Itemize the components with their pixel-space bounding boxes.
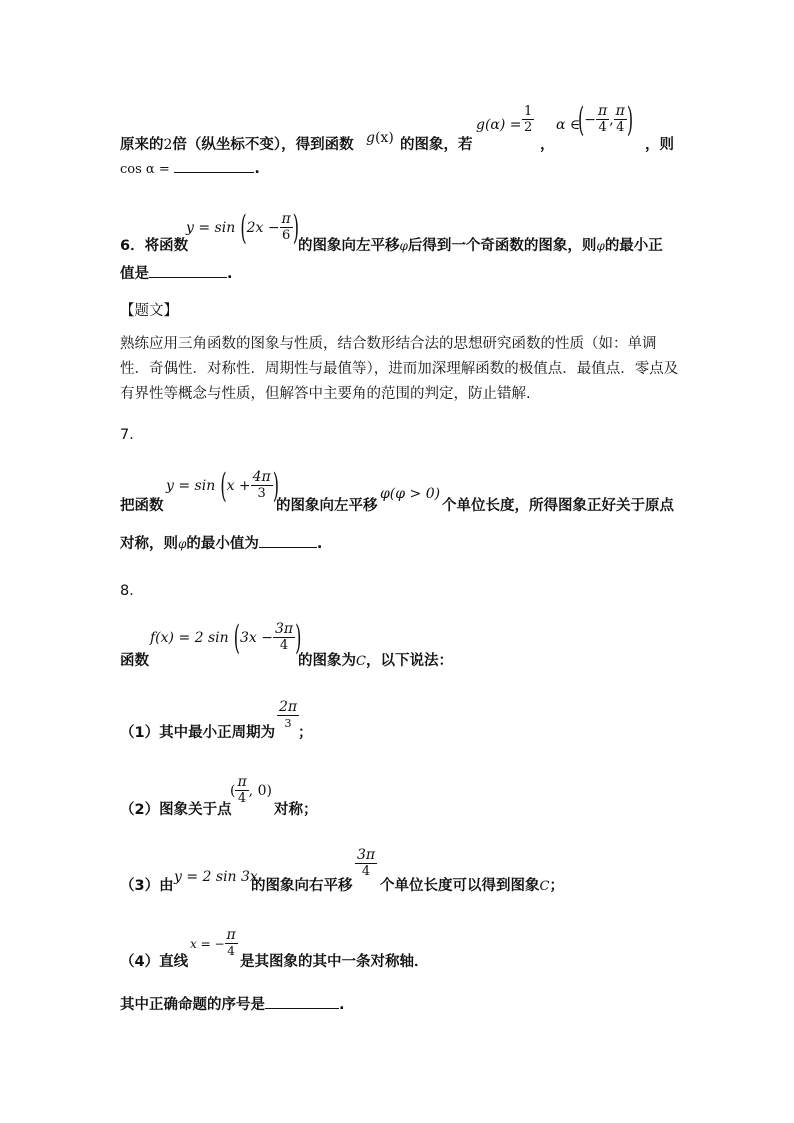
q8-s3-fraction: $\frac{3\pi}{4}$	[357, 847, 376, 879]
q5-text3: 的图象，若	[400, 137, 473, 153]
q8-statement-1: （1）其中最小正周期为	[120, 725, 276, 741]
q6-line2: 值是 .	[120, 266, 233, 282]
q7-number: 7．	[120, 427, 144, 443]
q8-number: 8．	[120, 583, 144, 599]
q8-s1-fraction: 2π 3	[279, 699, 298, 730]
q8-s4-text: 是其图象的其中一条对称轴．	[240, 954, 429, 970]
answer-blank	[265, 996, 339, 1009]
q5-g-alpha: g(α) =	[476, 117, 522, 133]
q7-line2: 对称，则φ的最小值为 .	[120, 536, 323, 552]
q7-text2: 的图象向左平移	[276, 498, 378, 514]
q7-text3: 个单位长度，所得图象正好关于原点	[442, 498, 674, 514]
q5-text: 倍（纵坐标不变），得到函数	[172, 137, 354, 153]
q8-s1-end: ；	[298, 725, 313, 741]
q8-s3-text: 的图象向右平移	[251, 878, 353, 894]
q8-final: 其中正确命题的序号是 .	[120, 997, 345, 1013]
q5-then: ，则	[645, 137, 674, 153]
q5-text: 原来的	[120, 137, 164, 153]
q8-func-label: 函数	[120, 653, 149, 669]
q8-text1: 的图象为C，以下说法：	[298, 653, 453, 669]
q6-function: y = sin (2x − $\frac{\pi}{6}$ )	[186, 207, 299, 248]
q5-half-fraction: $\frac{1}{2}$	[524, 104, 533, 135]
q5-line2: cos α = .	[120, 161, 260, 177]
q8-s4-line: x = − $\frac{\pi}{4}$	[190, 927, 236, 958]
answer-blank	[149, 265, 227, 278]
q5-number: 2	[163, 137, 173, 153]
answer-blank	[174, 160, 254, 173]
q8-function: f(x) = 2 sin (3x − $\frac{3\pi}{4}$ )	[150, 617, 302, 658]
q8-s3-function: y = 2 sin 3x	[174, 869, 258, 885]
q7-function: y = sin (x + $\frac{4\pi}{3}$ )	[166, 465, 279, 506]
answer-blank	[259, 535, 317, 548]
q5-comma: ，	[540, 137, 555, 153]
tiwen-label: 【题文】	[120, 303, 178, 319]
q5-g-function: g(x)	[366, 130, 394, 146]
q8-statement-2: （2）图象关于点	[120, 802, 232, 818]
q8-s2-end: 对称；	[274, 802, 318, 818]
q5-alpha-in: α ∈	[556, 117, 581, 133]
q8-s3-text2: 个单位长度可以得到图象C；	[380, 878, 564, 894]
q7-text1: 把函数	[120, 498, 164, 514]
q8-s2-point: ( $\frac{\pi}{4}$ , 0)	[230, 774, 272, 806]
q6-text: 的图象向左平移φ后得到一个奇函数的图象，则φ的最小正	[298, 238, 663, 254]
q8-statement-3: （3）由	[120, 878, 174, 894]
q8-statement-4: （4）直线	[120, 954, 189, 970]
q5-interval: (− $\frac{\pi}{4}$ , $\frac{\pi}{4}$ )	[578, 99, 634, 140]
tiwen-body: 熟练应用三角函数的图象与性质，结合数形结合法的思想研究函数的性质（如：单调性．奇偶性．对称性．周期性与最值等），进而加深理解函数的极值点．最值点．零点及有界性等概念与性质，但解答中主要角的范围的判定，防止错解.	[120, 336, 679, 402]
q6-number: 6．将函数	[120, 238, 189, 254]
q5-line1	[120, 133, 354, 154]
q7-phi-condition: φ(φ > 0)	[380, 486, 441, 502]
